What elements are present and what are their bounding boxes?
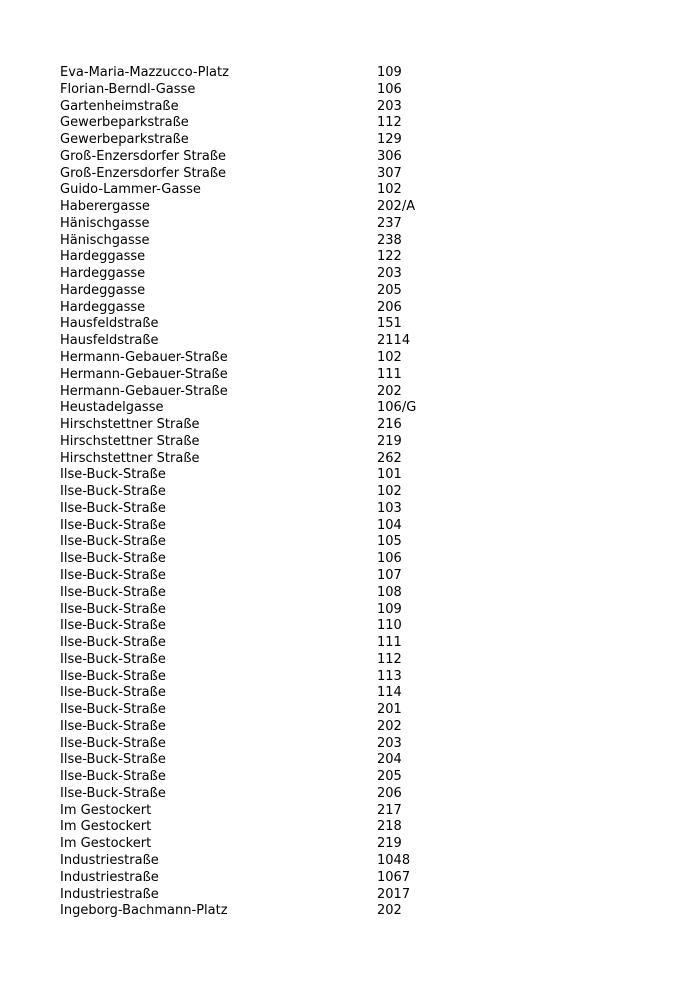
house-number-cell: 112	[377, 651, 402, 667]
table-row	[60, 669, 660, 686]
table-row	[60, 350, 660, 367]
house-number-cell: 2114	[377, 333, 411, 349]
table-row	[60, 65, 660, 82]
house-number-cell: 203	[377, 98, 402, 114]
house-number-cell: 108	[377, 584, 402, 600]
street-name-cell: Ilse-Buck-Straße	[60, 718, 166, 734]
street-name-cell: Hermann-Gebauer-Straße	[60, 350, 228, 366]
street-name-cell: Im Gestockert	[60, 802, 152, 818]
house-number-cell: 204	[377, 752, 402, 768]
house-number-cell: 205	[377, 282, 402, 298]
house-number-cell: 1067	[377, 869, 411, 885]
street-name-cell: Hirschstettner Straße	[60, 417, 200, 433]
street-name-cell: Hermann-Gebauer-Straße	[60, 366, 228, 382]
house-number-cell: 102	[377, 182, 402, 198]
table-row	[60, 99, 660, 116]
house-number-cell: 106	[377, 81, 402, 97]
table-row	[60, 803, 660, 820]
street-name-cell: Ilse-Buck-Straße	[60, 651, 166, 667]
house-number-cell: 107	[377, 567, 402, 583]
house-number-cell: 203	[377, 735, 402, 751]
house-number-cell: 109	[377, 65, 402, 80]
table-row	[60, 367, 660, 384]
table-row	[60, 534, 660, 551]
table-row	[60, 635, 660, 652]
street-name-cell: Florian-Berndl-Gasse	[60, 81, 196, 97]
table-row	[60, 249, 660, 266]
street-name-cell: Ilse-Buck-Straße	[60, 551, 166, 567]
street-name-cell: Im Gestockert	[60, 819, 152, 835]
table-row	[60, 903, 660, 920]
table-row	[60, 283, 660, 300]
house-number-cell: 113	[377, 668, 402, 684]
house-number-cell: 106	[377, 551, 402, 567]
street-name-cell: Groß-Enzersdorfer Straße	[60, 165, 227, 181]
table-row	[60, 199, 660, 216]
street-name-cell: Guido-Lammer-Gasse	[60, 182, 201, 198]
table-row	[60, 602, 660, 619]
street-name-cell: Ilse-Buck-Straße	[60, 685, 166, 701]
table-row	[60, 333, 660, 350]
house-number-cell: 205	[377, 769, 402, 785]
street-name-cell: Hirschstettner Straße	[60, 433, 200, 449]
table-row	[60, 702, 660, 719]
table-row	[60, 434, 660, 451]
table-row	[60, 836, 660, 853]
street-name-cell: Ilse-Buck-Straße	[60, 567, 166, 583]
table-row	[60, 551, 660, 568]
house-number-cell: 206	[377, 785, 402, 801]
house-number-cell: 151	[377, 316, 402, 332]
table-row	[60, 568, 660, 585]
table-row	[60, 786, 660, 803]
street-name-cell: Gewerbeparkstraße	[60, 132, 189, 148]
house-number-cell: 106/G	[377, 400, 417, 416]
table-row	[60, 216, 660, 233]
table-row	[60, 300, 660, 317]
street-name-cell: Gartenheimstraße	[60, 98, 179, 114]
house-number-cell: 114	[377, 685, 402, 701]
street-name-cell: Ilse-Buck-Straße	[60, 601, 166, 617]
house-number-cell: 306	[377, 148, 402, 164]
street-name-cell: Eva-Maria-Mazzucco-Platz	[60, 65, 229, 80]
house-number-cell: 202/A	[377, 199, 416, 215]
house-number-cell: 102	[377, 350, 402, 366]
street-name-cell: Im Gestockert	[60, 836, 152, 852]
house-number-cell: 112	[377, 115, 402, 131]
table-row	[60, 484, 660, 501]
table-row	[60, 853, 660, 870]
house-number-cell: 203	[377, 266, 402, 282]
table-row	[60, 166, 660, 183]
street-name-cell: Industriestraße	[60, 852, 159, 868]
street-name-cell: Hänischgasse	[60, 232, 150, 248]
house-number-cell: 104	[377, 517, 402, 533]
table-row	[60, 132, 660, 149]
house-number-cell: 202	[377, 718, 402, 734]
street-name-cell: Hausfeldstraße	[60, 333, 159, 349]
street-name-cell: Ilse-Buck-Straße	[60, 769, 166, 785]
house-number-cell: 202	[377, 383, 402, 399]
table-row	[60, 819, 660, 836]
street-name-cell: Hardeggasse	[60, 282, 146, 298]
table-row	[60, 719, 660, 736]
street-name-cell: Groß-Enzersdorfer Straße	[60, 148, 227, 164]
house-number-cell: 103	[377, 500, 402, 516]
table-row	[60, 316, 660, 333]
street-name-cell: Ilse-Buck-Straße	[60, 702, 166, 718]
table-row	[60, 618, 660, 635]
house-number-cell: 238	[377, 232, 402, 248]
house-number-cell: 101	[377, 467, 402, 483]
street-name-cell: Hirschstettner Straße	[60, 450, 200, 466]
street-name-cell: Hermann-Gebauer-Straße	[60, 383, 228, 399]
house-number-cell: 111	[377, 635, 402, 651]
table-row	[60, 685, 660, 702]
house-number-cell: 206	[377, 299, 402, 315]
house-number-cell: 129	[377, 132, 402, 148]
street-name-cell: Ilse-Buck-Straße	[60, 785, 166, 801]
house-number-cell: 105	[377, 534, 402, 550]
house-number-cell: 262	[377, 450, 402, 466]
street-name-cell: Ilse-Buck-Straße	[60, 534, 166, 550]
table-row	[60, 736, 660, 753]
table-row	[60, 149, 660, 166]
house-number-cell: 2017	[377, 886, 411, 902]
table-row	[60, 115, 660, 132]
house-number-cell: 217	[377, 802, 402, 818]
table-row	[60, 518, 660, 535]
table-row	[60, 182, 660, 199]
house-number-cell: 202	[377, 903, 402, 919]
house-number-cell: 216	[377, 417, 402, 433]
house-number-cell: 219	[377, 836, 402, 852]
table-row	[60, 752, 660, 769]
house-number-cell: 110	[377, 618, 402, 634]
table-row	[60, 467, 660, 484]
house-number-cell: 109	[377, 601, 402, 617]
table-row	[60, 870, 660, 887]
house-number-cell: 218	[377, 819, 402, 835]
table-row	[60, 451, 660, 468]
table-row	[60, 233, 660, 250]
street-name-cell: Haberergasse	[60, 199, 150, 215]
street-name-cell: Ilse-Buck-Straße	[60, 584, 166, 600]
house-number-cell: 1048	[377, 852, 411, 868]
street-name-cell: Hardeggasse	[60, 266, 146, 282]
street-name-cell: Ingeborg-Bachmann-Platz	[60, 903, 228, 919]
house-number-cell: 102	[377, 484, 402, 500]
street-name-cell: Hardeggasse	[60, 299, 146, 315]
street-name-cell: Ilse-Buck-Straße	[60, 467, 166, 483]
street-name-cell: Ilse-Buck-Straße	[60, 635, 166, 651]
street-name-cell: Hänischgasse	[60, 215, 150, 231]
street-name-cell: Ilse-Buck-Straße	[60, 618, 166, 634]
table-row	[60, 769, 660, 786]
street-name-cell: Ilse-Buck-Straße	[60, 752, 166, 768]
street-name-cell: Ilse-Buck-Straße	[60, 484, 166, 500]
table-row	[60, 384, 660, 401]
house-number-cell: 237	[377, 215, 402, 231]
table-row	[60, 400, 660, 417]
street-name-cell: Hardeggasse	[60, 249, 146, 265]
street-name-cell: Industriestraße	[60, 886, 159, 902]
house-number-cell: 111	[377, 366, 402, 382]
table-row	[60, 887, 660, 904]
street-name-cell: Gewerbeparkstraße	[60, 115, 189, 131]
street-name-cell: Ilse-Buck-Straße	[60, 500, 166, 516]
street-name-cell: Heustadelgasse	[60, 400, 164, 416]
address-table	[60, 65, 660, 920]
house-number-cell: 201	[377, 702, 402, 718]
house-number-cell: 307	[377, 165, 402, 181]
table-row	[60, 652, 660, 669]
house-number-cell: 122	[377, 249, 402, 265]
table-row	[60, 501, 660, 518]
table-row	[60, 585, 660, 602]
table-row	[60, 417, 660, 434]
street-name-cell: Hausfeldstraße	[60, 316, 159, 332]
street-name-cell: Ilse-Buck-Straße	[60, 668, 166, 684]
house-number-cell: 219	[377, 433, 402, 449]
street-name-cell: Ilse-Buck-Straße	[60, 735, 166, 751]
street-name-cell: Ilse-Buck-Straße	[60, 517, 166, 533]
table-row	[60, 82, 660, 99]
table-row	[60, 266, 660, 283]
street-name-cell: Industriestraße	[60, 869, 159, 885]
